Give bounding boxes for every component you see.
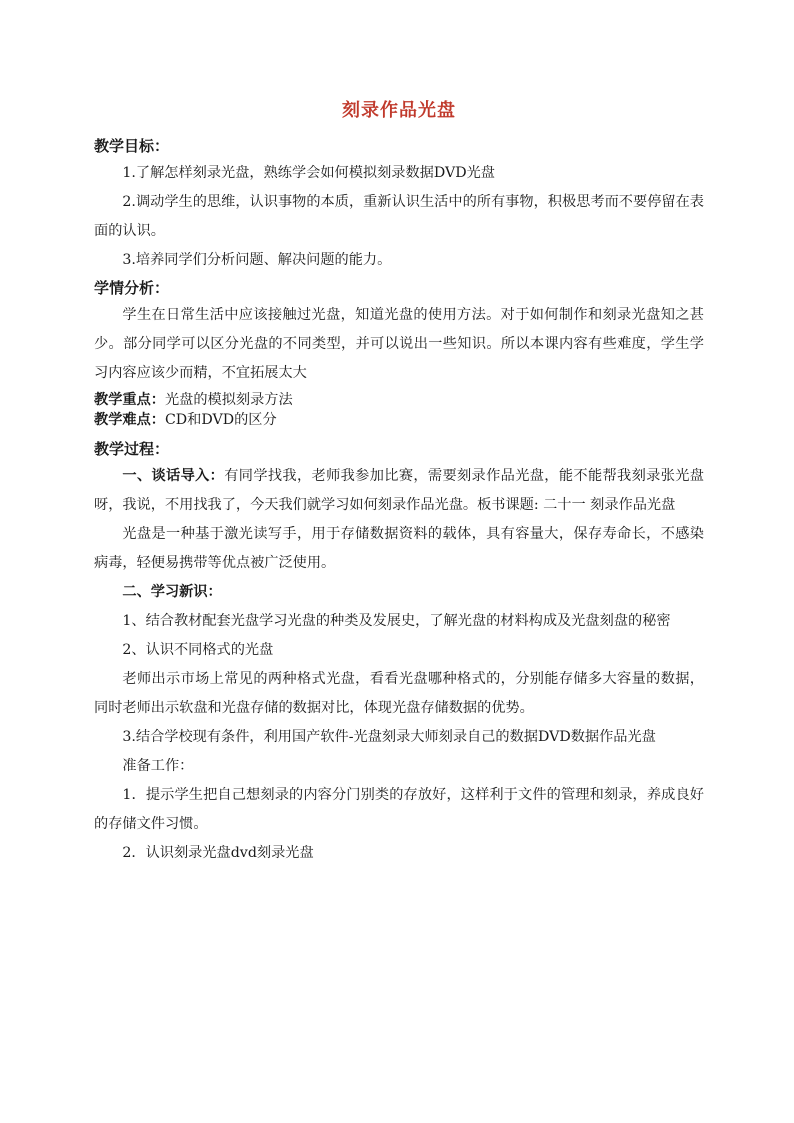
difficulty-line <box>94 410 704 430</box>
goals-heading: 教学目标： <box>94 137 170 155</box>
goal-item-1: 1.了解怎样刻录光盘，熟练学会如何模拟刻录数据DVD光盘 <box>122 165 495 181</box>
intro-text: 有同学找我，老师我参加比赛，需要刻录作品光盘，能不能帮我刻录张光盘呀，我说，不用找我了，今天我们就学习如何刻录作品光盘。板书课题: 二十一 刻录作品光盘 <box>94 468 704 513</box>
intro-paragraph <box>94 462 704 520</box>
new-item-6: 1．提示学生把自己想刻录的内容分门别类的存放好，这样利于文件的管理和刻录，养成良好的存储文件习惯。 <box>94 787 704 832</box>
new-item-4: 3.结合学校现有条件，利用国产软件-光盘刻录大师刻录自己的数据DVD数据作品光盘 <box>122 729 656 745</box>
intro-label: 一、谈话导入： <box>122 468 225 484</box>
key-point-line <box>94 390 704 410</box>
new-item-7: 2．认识刻录光盘dvd刻录光盘 <box>122 845 314 861</box>
analysis-text: 学生在日常生活中应该接触过光盘，知道光盘的使用方法。对于如何制作和刻录光盘知之甚少。部分同学可以区分光盘的不同类型，并可以说出一些知识。所以本课内容有些难度，学生学习内容应该少而精，不宜拓展太大 <box>94 307 704 381</box>
goal-item-2: 2.调动学生的思维，认识事物的本质，重新认识生活中的所有事物，积极思考而不要停留在表面的认识。 <box>94 194 704 239</box>
goal-item-3: 3.培养同学们分析问题、解决问题的能力。 <box>122 252 392 268</box>
process-heading: 教学过程： <box>94 440 170 458</box>
analysis-heading: 学情分析： <box>94 279 170 297</box>
difficulty-label: 教学难点： <box>94 412 165 428</box>
difficulty-text: CD和DVD的区分 <box>164 412 277 428</box>
new-item-3: 老师出示市场上常见的两种格式光盘，看看光盘哪种格式的，分别能存储多大容量的数据，同时老师出示软盘和光盘存储的数据对比，体现光盘存储数据的优势。 <box>94 671 704 716</box>
new-item-5: 准备工作： <box>122 758 194 774</box>
document-page <box>94 97 704 868</box>
new-knowledge-heading: 二、学习新识： <box>122 584 222 600</box>
document-title: 刻录作品光盘 <box>342 100 456 121</box>
new-item-2: 2、认识不同格式的光盘 <box>122 642 274 658</box>
new-item-1: 1、结合教材配套光盘学习光盘的种类及发展史，了解光盘的材料构成及光盘刻盘的秘密 <box>122 613 671 629</box>
disc-description: 光盘是一种基于激光读写手，用于存储数据资料的载体，具有容量大，保存寿命长，不感染病毒，轻便易携带等优点被广泛使用。 <box>94 526 704 571</box>
key-point-text: 光盘的模拟刻录方法 <box>164 392 293 408</box>
key-point-label: 教学重点： <box>94 392 165 408</box>
